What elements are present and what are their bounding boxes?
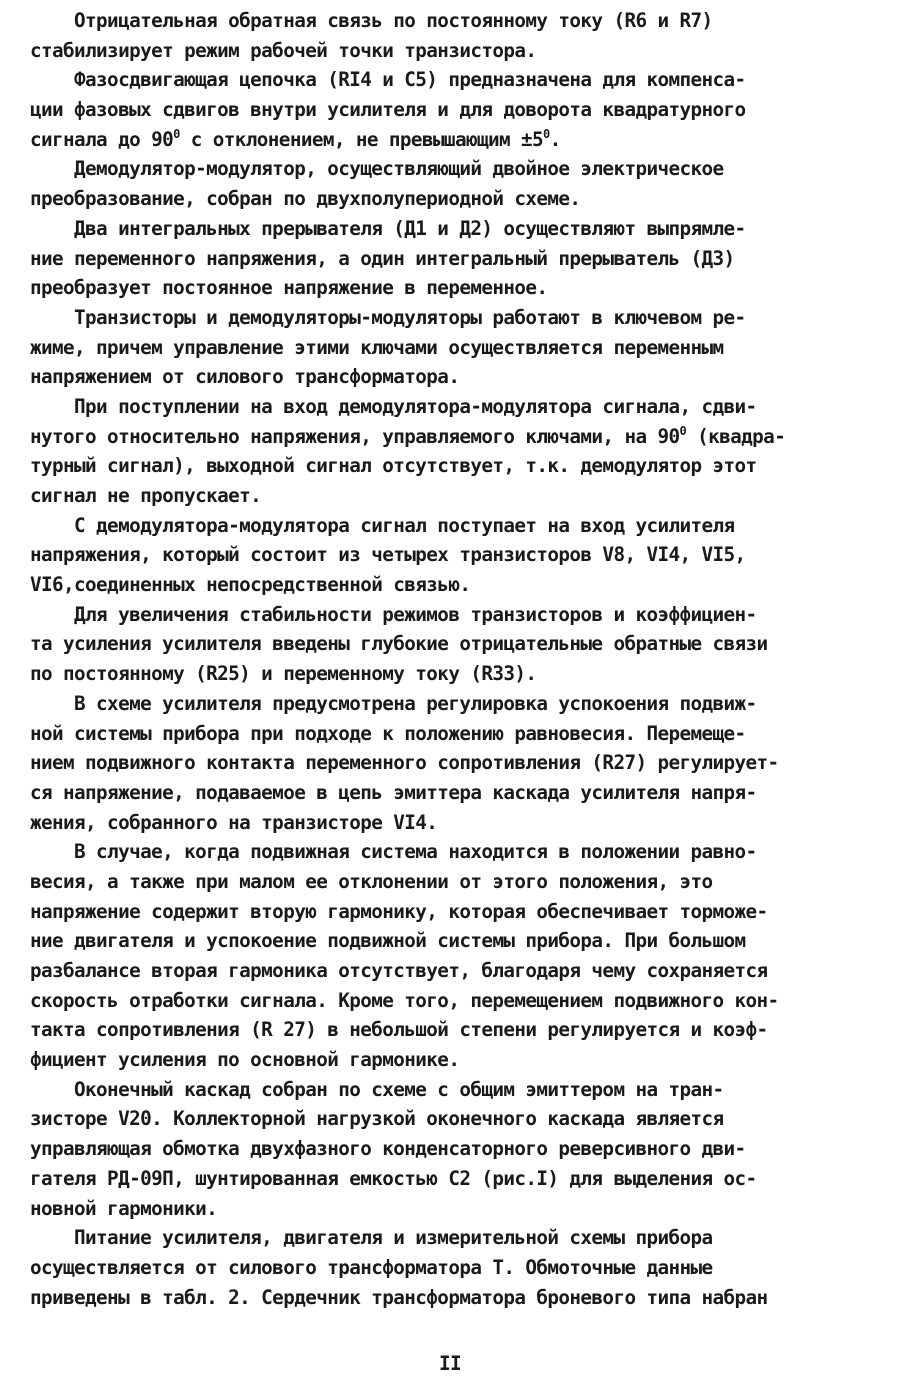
text-line — [30, 570, 875, 600]
text-line — [30, 748, 875, 778]
text-line — [30, 659, 875, 689]
text-line — [30, 1075, 875, 1105]
text-line — [30, 451, 875, 481]
text-segment: нием подвижного контакта переменного сопротивления (R27) регулирует- — [30, 751, 779, 775]
text-line — [30, 1223, 875, 1253]
text-segment: гателя РД-09П, шунтированная емкостью С2 (рис.I) для выделения ос- — [30, 1166, 757, 1190]
text-segment: Два интегральных прерывателя (Д1 и Д2) осуществляют выпрямле- — [30, 216, 746, 240]
text-line — [30, 154, 875, 184]
text-segment: преобразует постоянное напряжение в переменное. — [30, 276, 548, 300]
text-line — [30, 392, 875, 422]
text-segment: напряжением от силового трансформатора. — [30, 365, 460, 389]
text-segment: Демодулятор-модулятор, осуществляющий двойное электрическое — [30, 157, 724, 181]
text-line — [30, 778, 875, 808]
text-segment: Транзисторы и демодуляторы-модуляторы работают в ключевом ре- — [30, 305, 746, 329]
text-segment: сигнала до 90 — [30, 127, 174, 151]
body-text — [30, 6, 875, 1312]
text-segment: ции фазовых сдвигов внутри усилителя и для доворота квадратурного — [30, 98, 746, 122]
text-segment: При поступлении на вход демодулятора-модулятора сигнала, сдви- — [30, 394, 757, 418]
text-line — [30, 689, 875, 719]
text-line — [30, 1164, 875, 1194]
text-segment: приведены в табл. 2. Сердечник трансформатора броневого типа набран — [30, 1285, 768, 1309]
text-segment: новной гармоники. — [30, 1196, 218, 1220]
text-segment: ной системы прибора при подходе к положению равновесия. Перемеще- — [30, 721, 746, 745]
text-segment: нутого относительно напряжения, управляемого ключами, на 90 — [30, 424, 680, 448]
text-segment: . — [549, 127, 561, 151]
text-segment: разбалансе вторая гармоника отсутствует, благодаря чему сохраняется — [30, 959, 768, 982]
text-segment: VI6,соединенных непосредственной связью. — [30, 573, 471, 597]
text-segment: Фазосдвигающая цепочка (RI4 и С5) предназначена для компенса- — [30, 68, 746, 92]
text-segment: с отклонением, не превышающим ±5 — [179, 127, 544, 151]
text-segment: сигнал не пропускает. — [30, 484, 262, 507]
text-line — [30, 422, 875, 452]
text-line — [30, 1015, 875, 1045]
superscript: 0 — [173, 126, 180, 141]
text-segment: напряжение содержит вторую гармонику, которая обеспечивает торможе- — [30, 899, 768, 923]
text-line — [30, 837, 875, 867]
text-segment: стабилизирует режим рабочей точки транзистора. — [30, 38, 537, 62]
superscript: 0 — [543, 126, 550, 141]
text-segment: такта сопротивления (R 27) в небольшой степени регулируется и коэф- — [30, 1018, 768, 1042]
text-segment: ся напряжение, подаваемое в цепь эмиттера каскада усилителя напря- — [30, 780, 757, 804]
text-segment: жиме, причем управление этими ключами осуществляется переменным — [30, 335, 724, 359]
text-line — [30, 926, 875, 956]
text-line — [30, 629, 875, 659]
text-line — [30, 244, 875, 274]
text-line — [30, 897, 875, 927]
text-segment: по постоянному (R25) и переменному току (R33). — [30, 662, 537, 686]
text-line — [30, 303, 875, 333]
text-segment: С демодулятора-модулятора сигнал поступает на вход усилителя — [30, 513, 735, 537]
text-segment: турный сигнал), выходной сигнал отсутствует, т.к. демодулятор этот — [30, 454, 757, 478]
text-line — [30, 214, 875, 244]
text-line — [30, 125, 875, 155]
text-segment: Питание усилителя, двигателя и измерительной схемы прибора — [30, 1226, 713, 1250]
text-line — [30, 867, 875, 897]
text-line — [30, 986, 875, 1016]
text-line — [30, 333, 875, 363]
text-line — [30, 65, 875, 95]
text-line — [30, 600, 875, 630]
text-line — [30, 184, 875, 214]
text-segment: ние переменного напряжения, а один интегральный прерыватель (Д3) — [30, 246, 735, 270]
text-line — [30, 362, 875, 392]
text-line — [30, 719, 875, 749]
superscript: 0 — [679, 423, 687, 438]
text-line — [30, 36, 875, 66]
text-line — [30, 1283, 875, 1313]
text-segment: зисторе V20. Коллекторной нагрузкой оконечного каскада является — [30, 1107, 724, 1131]
text-line — [30, 540, 875, 570]
text-line — [30, 273, 875, 303]
text-segment: В схеме усилителя предусмотрена регулировка успокоения подвиж- — [30, 691, 757, 715]
text-line — [30, 95, 875, 125]
text-line — [30, 956, 875, 986]
text-line — [30, 1253, 875, 1283]
text-segment: преобразование, собран по двухполупериодной схеме. — [30, 187, 581, 211]
text-segment: (квадра- — [686, 424, 786, 448]
text-segment: В случае, когда подвижная система находится в положении равно- — [30, 840, 757, 864]
text-segment: фициент усиления по основной гармонике. — [30, 1048, 460, 1072]
text-line — [30, 808, 875, 838]
text-line — [30, 511, 875, 541]
text-line — [30, 1194, 875, 1224]
text-line — [30, 6, 875, 36]
text-segment: жения, собранного на транзисторе VI4. — [30, 810, 438, 834]
text-segment: управляющая обмотка двухфазного конденсаторного реверсивного дви- — [30, 1137, 746, 1161]
text-segment: Отрицательная обратная связь по постоянному току (R6 и R7) — [30, 9, 713, 32]
text-segment: Оконечный каскад собран по схеме с общим эмиттером на тран- — [30, 1077, 724, 1101]
text-segment: Для увеличения стабильности режимов транзисторов и коэффициен- — [30, 602, 757, 626]
text-line — [30, 1045, 875, 1075]
page-number: II — [438, 1352, 462, 1375]
text-segment: осуществляется от силового трансформатора Т. Обмоточные данные — [30, 1255, 713, 1279]
text-line — [30, 1134, 875, 1164]
text-segment: весия, а также при малом ее отклонении от этого положения, это — [30, 869, 713, 893]
text-segment: та усиления усилителя введены глубокие отрицательные обратные связи — [30, 632, 768, 656]
text-segment: ние двигателя и успокоение подвижной системы прибора. При большом — [30, 929, 746, 953]
text-segment: напряжения, который состоит из четырех транзисторов V8, VI4, VI5, — [30, 543, 746, 567]
text-line — [30, 1104, 875, 1134]
text-segment: скорость отработки сигнала. Кроме того, перемещением подвижного кон- — [30, 988, 779, 1012]
text-line — [30, 481, 875, 511]
